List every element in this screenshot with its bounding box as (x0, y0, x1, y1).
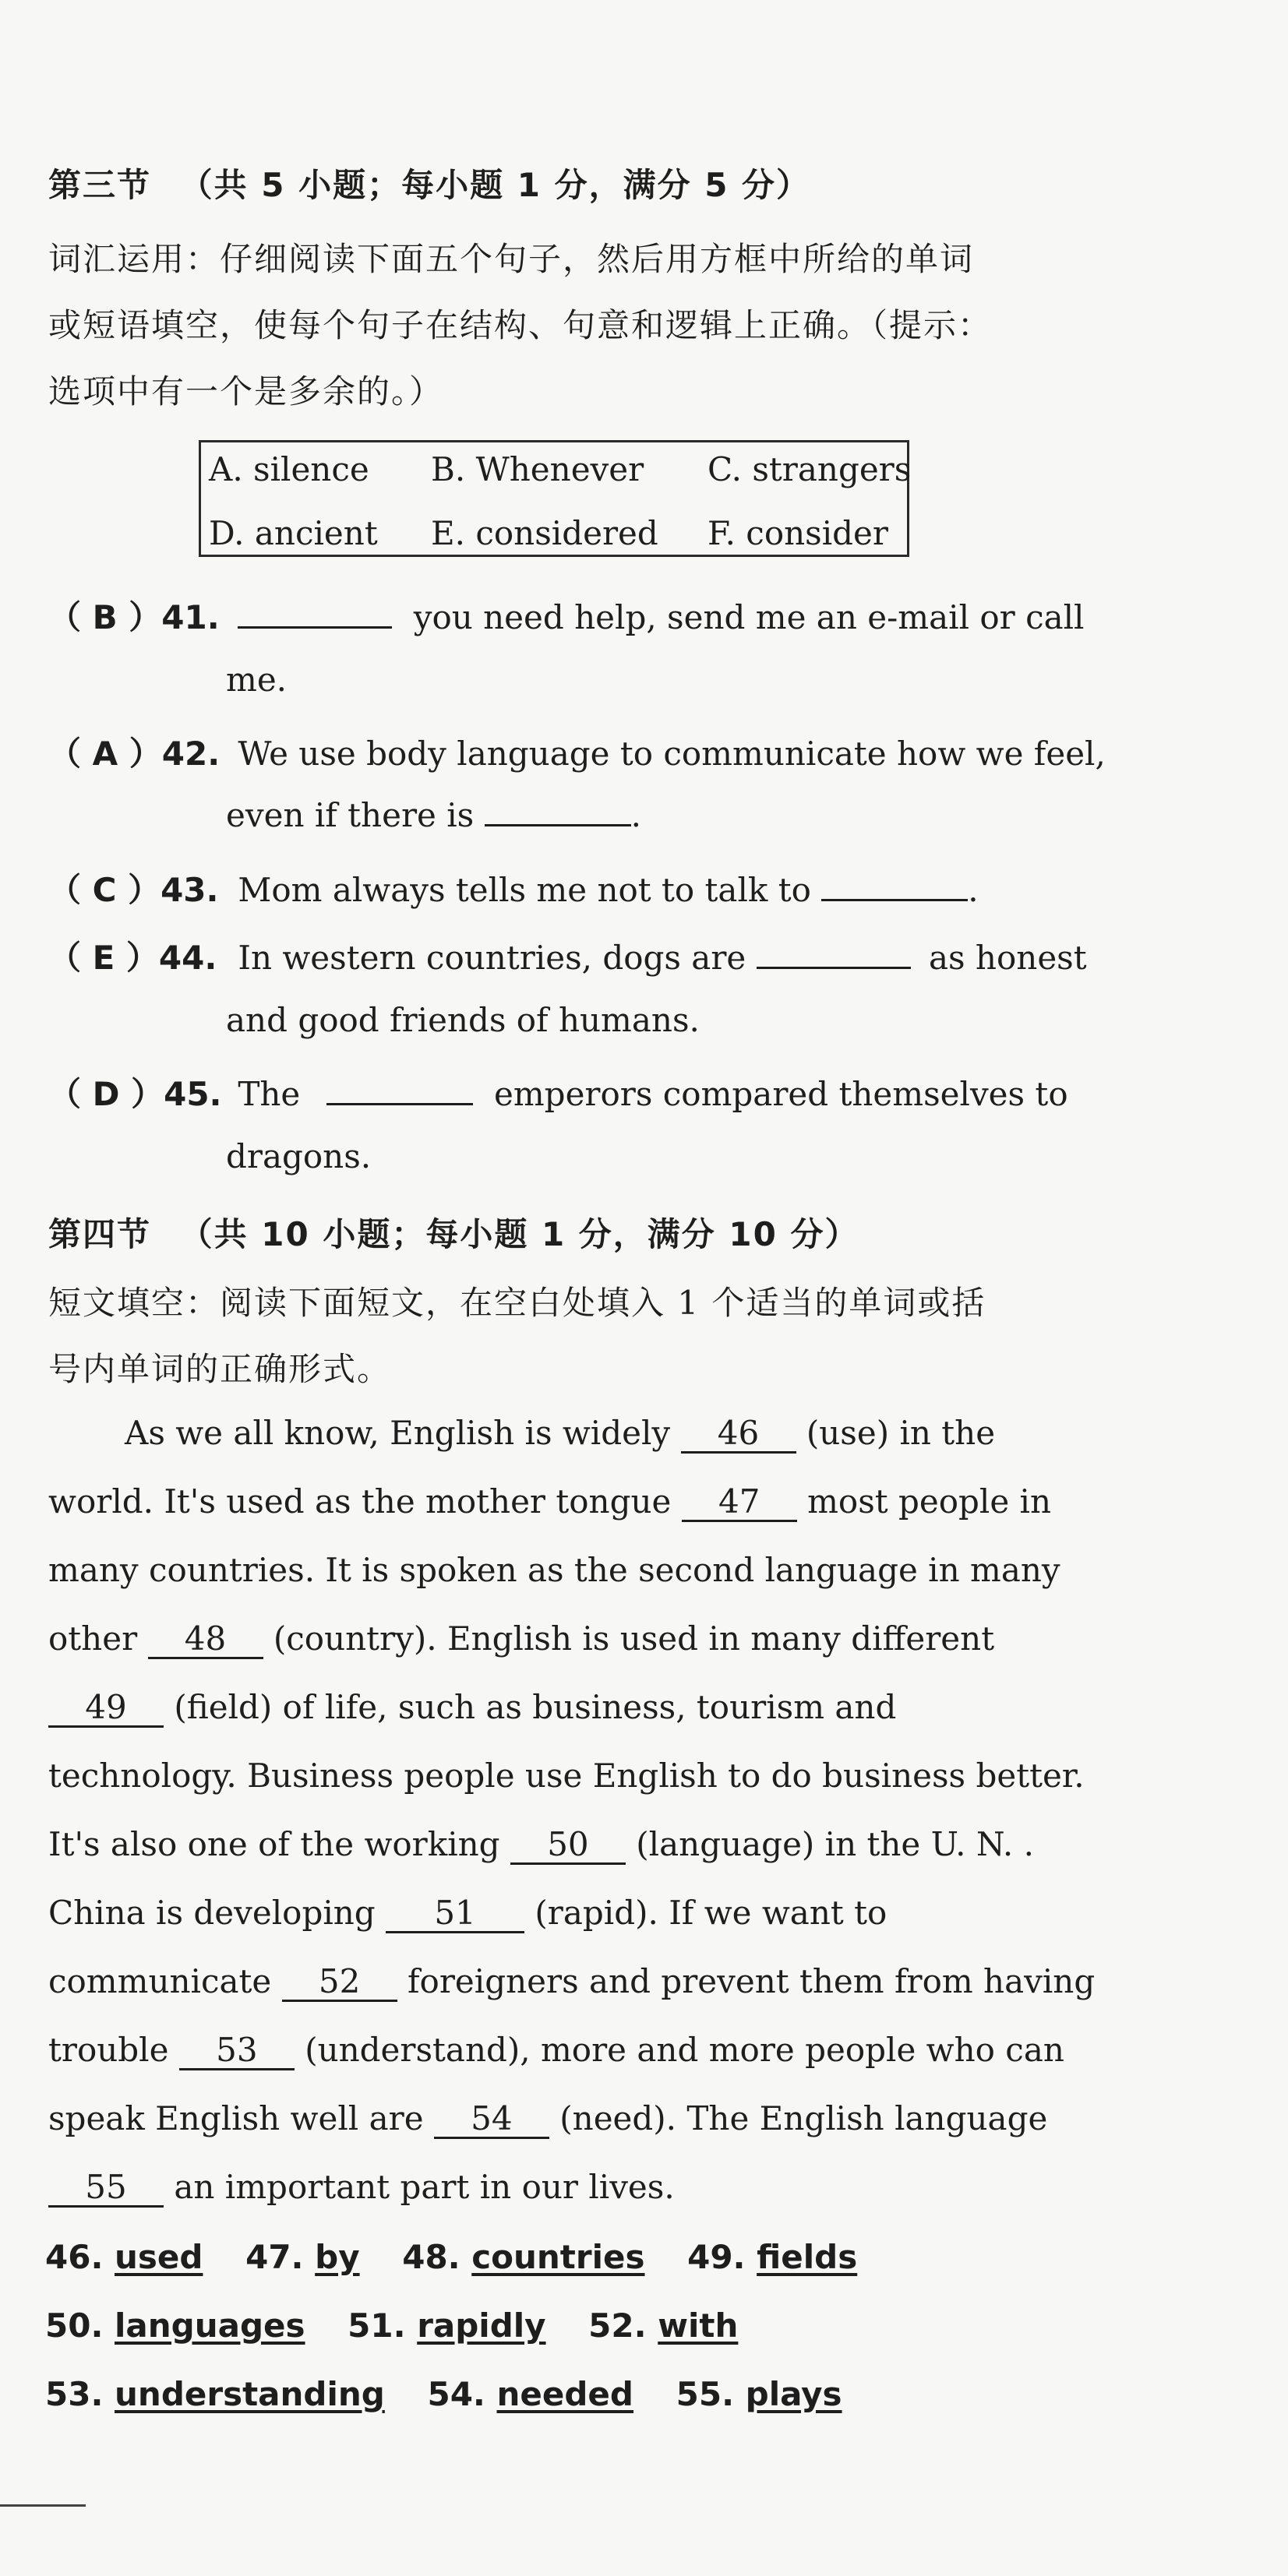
passage-line-6: technology. Business people use English to do business better. (48, 1757, 1085, 1795)
word-bank-box (199, 440, 912, 557)
passage-text: other (48, 1619, 138, 1658)
passage-text: speak English well are (48, 2099, 424, 2137)
answer-47: 47. by (245, 2238, 360, 2276)
passage-line-4 (48, 1619, 1060, 1659)
answer-row-3 (45, 2375, 873, 2413)
passage-text: (rapid). If we want to (535, 1894, 887, 1932)
section3-instr-2: 或短语填空，使每个句子在结构、句意和逻辑上正确。（提示： (48, 306, 993, 344)
option-b: B. Whenever (431, 450, 644, 488)
q42-cont-text: even if there is (226, 796, 475, 834)
q43-text: Mom always tells me not to talk to (238, 871, 811, 909)
blank-53: 53 (179, 2032, 295, 2070)
q45-continuation: dragons. (226, 1137, 372, 1175)
answer-55: 55. plays (676, 2375, 842, 2413)
q44-after: as honest (928, 939, 1087, 977)
q43-period: . (968, 871, 979, 909)
question-41 (48, 592, 1085, 639)
section4-instr-2: 号内单词的正确形式。 (48, 1350, 392, 1388)
q45-blank (326, 1103, 473, 1105)
section3-score-note: （共 5 小题；每小题 1 分，满分 5 分） (179, 166, 811, 204)
answer-51: 51. rapidly (348, 2306, 546, 2345)
answer-49: 49. fields (687, 2238, 858, 2276)
q41-prefix: （ B ）41. (48, 598, 220, 636)
option-a: A. silence (209, 450, 369, 488)
passage-line-12 (48, 2168, 1060, 2208)
section4-instr-1: 短文填空：阅读下面短文，在空白处填入 1 个适当的单词或括 (48, 1284, 986, 1322)
q45-text: The (238, 1075, 301, 1113)
passage-line-2 (48, 1482, 1060, 1522)
q42-continuation (226, 796, 641, 834)
section3-instr-1: 词汇运用：仔细阅读下面五个句子，然后用方框中所给的单词 (48, 240, 975, 278)
q42-prefix: （ A ）42. (48, 735, 221, 773)
q44-continuation: and good friends of humans. (226, 1001, 700, 1039)
section4-score-note: （共 10 小题；每小题 1 分，满分 10 分） (179, 1215, 859, 1253)
answer-46: 46. used (45, 2238, 203, 2276)
passage-text: communicate (48, 1962, 272, 2000)
blank-46: 46 (681, 1415, 796, 1454)
passage-text: It's also one of the working (48, 1825, 500, 1863)
answer-row-2 (45, 2306, 769, 2345)
q45-after: emperors compared themselves to (494, 1075, 1068, 1113)
answer-row-1 (45, 2238, 888, 2276)
q44-blank (757, 967, 911, 969)
passage-line-3: many countries. It is spoken as the second language in many (48, 1551, 1060, 1589)
answer-50: 50. languages (45, 2306, 305, 2345)
section4-title: 第四节 (48, 1215, 152, 1253)
blank-51: 51 (386, 1895, 524, 1933)
blank-54: 54 (434, 2101, 549, 2139)
passage-text: (country). English is used in many different (273, 1619, 995, 1658)
q44-text: In western countries, dogs are (238, 939, 746, 977)
question-44 (48, 932, 1087, 979)
passage-line-8 (48, 1894, 1060, 1933)
passage-line-5 (48, 1688, 1060, 1728)
passage-text: (use) in the (806, 1414, 996, 1452)
passage-text: As we all know, English is widely (125, 1414, 671, 1452)
section3-heading (48, 160, 1060, 206)
passage-text: (language) in the U. N. . (636, 1825, 1034, 1863)
passage-text: (field) of life, such as business, tourism and (174, 1688, 897, 1726)
q42-period: . (630, 796, 641, 834)
blank-52: 52 (282, 1964, 397, 2002)
q43-blank (821, 899, 968, 901)
blank-55: 55 (48, 2169, 164, 2208)
option-e: E. considered (431, 514, 658, 552)
question-45 (48, 1069, 1068, 1115)
question-42 (48, 728, 1106, 775)
passage-text: an important part in our lives. (174, 2168, 675, 2206)
passage-line-9 (48, 1962, 1096, 2002)
passage-text: most people in (807, 1482, 1052, 1521)
section4-heading (48, 1209, 1060, 1256)
q42-text: We use body language to communicate how we feel, (238, 735, 1106, 773)
passage-text: (understand), more and more people who can (305, 2031, 1064, 2069)
section3-title: 第三节 (48, 166, 152, 204)
passage-text: China is developing (48, 1894, 376, 1932)
q41-text: you need help, send me an e-mail or call (413, 598, 1085, 636)
passage-text: (need). The English language (559, 2099, 1048, 2137)
passage-text: world. It's used as the mother tongue (48, 1482, 672, 1521)
blank-48: 48 (148, 1621, 263, 1659)
question-43 (48, 865, 1060, 911)
answer-53: 53. understanding (45, 2375, 385, 2413)
passage-line-11 (48, 2099, 1060, 2139)
blank-49: 49 (48, 1690, 164, 1728)
section3-instr-3: 选项中有一个是多余的。） (48, 372, 444, 411)
passage-line-1 (125, 1414, 1060, 1454)
q45-prefix: （ D ）45. (48, 1075, 222, 1113)
option-d: D. ancient (209, 514, 378, 552)
q43-prefix: （ C ）43. (48, 871, 219, 909)
passage-text: trouble (48, 2031, 169, 2069)
blank-47: 47 (682, 1484, 797, 1522)
blank-50: 50 (510, 1827, 626, 1865)
answer-54: 54. needed (427, 2375, 633, 2413)
q42-blank (485, 824, 631, 826)
answer-48: 48. countries (402, 2238, 645, 2276)
passage-text: foreigners and prevent them from having (408, 1962, 1096, 2000)
q41-continuation: me. (226, 661, 288, 699)
passage-line-7 (48, 1825, 1060, 1865)
passage-line-10 (48, 2031, 1064, 2070)
q41-blank (238, 626, 392, 629)
option-c: C. strangers (708, 450, 912, 488)
answer-52: 52. with (588, 2306, 739, 2345)
bottom-divider (0, 2504, 86, 2507)
q44-prefix: （ E ）44. (48, 939, 217, 977)
option-f: F. consider (708, 514, 888, 552)
